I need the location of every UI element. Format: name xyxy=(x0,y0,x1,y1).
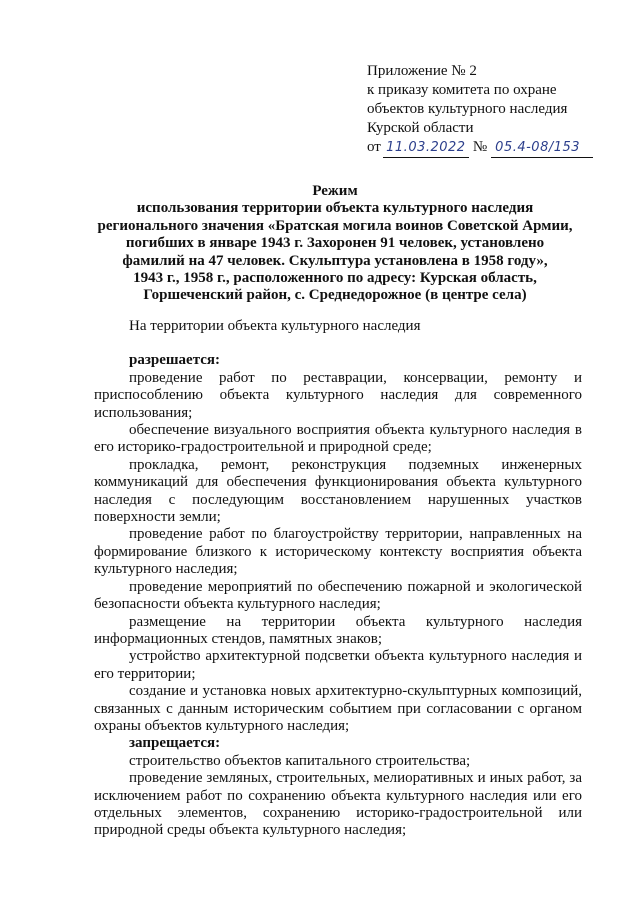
title-heading: Режим xyxy=(312,183,358,199)
allowed-item: размещение на территории объекта культурного наследия информационных стендов, памятных знаков; xyxy=(94,613,582,647)
document-body xyxy=(94,318,582,840)
appendix-committee: объектов культурного наследия xyxy=(367,101,568,117)
allowed-item: обеспечение визуального восприятия объекта культурного наследия в его историко-градостроительной и природной среде; xyxy=(94,422,582,456)
allowed-heading: разрешается: xyxy=(129,352,221,369)
allowed-item: устройство архитектурной подсветки объекта культурного наследия и его территории; xyxy=(94,648,582,682)
allowed-item: прокладка, ремонт, реконструкция подземных инженерных коммуникаций для обеспечения функционирования объекта культурного наследия с последующим восстановлением нарушенных участков поверхности земли; xyxy=(94,456,582,526)
title-line: использования территории объекта культурного наследия xyxy=(136,200,534,217)
document-title xyxy=(60,183,610,305)
forbidden-item: строительство объектов капитального строительства; xyxy=(129,752,471,769)
order-line xyxy=(367,138,617,158)
forbidden-item: проведение земляных, строительных, мелиоративных и иных работ, за исключением работ по сохранению объекта культурного наследия или его отдельных элементов, сохранению историко-градостроительной или природной среды объекта культурного наследия; xyxy=(94,770,582,839)
title-line: Горшеченский район, с. Среднедорожное (в центре села) xyxy=(143,287,527,304)
appendix-region: Курской области xyxy=(367,120,474,136)
allowed-item: проведение работ по благоустройству территории, направленных на формирование близкого к историческому контексту восприятия объекта культурного наследия; xyxy=(94,526,582,578)
order-number-label: № xyxy=(472,139,488,155)
intro-paragraph: На территории объекта культурного наследия xyxy=(129,318,421,334)
appendix-number: Приложение № 2 xyxy=(367,63,477,79)
order-prefix: от xyxy=(367,139,381,155)
order-number: 05.4-08/153 xyxy=(491,138,593,158)
allowed-item: проведение мероприятий по обеспечению пожарной и экологической безопасности объекта культурного наследия; xyxy=(94,578,582,613)
appendix-order-ref: к приказу комитета по охране xyxy=(367,82,557,98)
forbidden-heading: запрещается: xyxy=(129,735,221,752)
allowed-item: создание и установка новых архитектурно-скульптурных композиций, связанных с данным историческим событием при согласовании с органом охраны объектов культурного наследия; xyxy=(94,683,582,734)
order-date: 11.03.2022 xyxy=(383,138,469,158)
allowed-item: проведение работ по реставрации, консервации, ремонту и приспособлению объекта культурного наследия для современного использования; xyxy=(94,369,582,421)
title-line: 1943 г., 1958 г., расположенного по адресу: Курская область, xyxy=(133,270,537,287)
appendix-block xyxy=(367,62,617,158)
title-line: погибших в январе 1943 г. Захоронен 91 человек, установлено xyxy=(125,235,545,252)
title-line: регионального значения «Братская могила воинов Советской Армии, xyxy=(97,217,573,234)
title-line: фамилий на 47 человек. Скульптура установлена в 1958 году», xyxy=(122,252,548,269)
